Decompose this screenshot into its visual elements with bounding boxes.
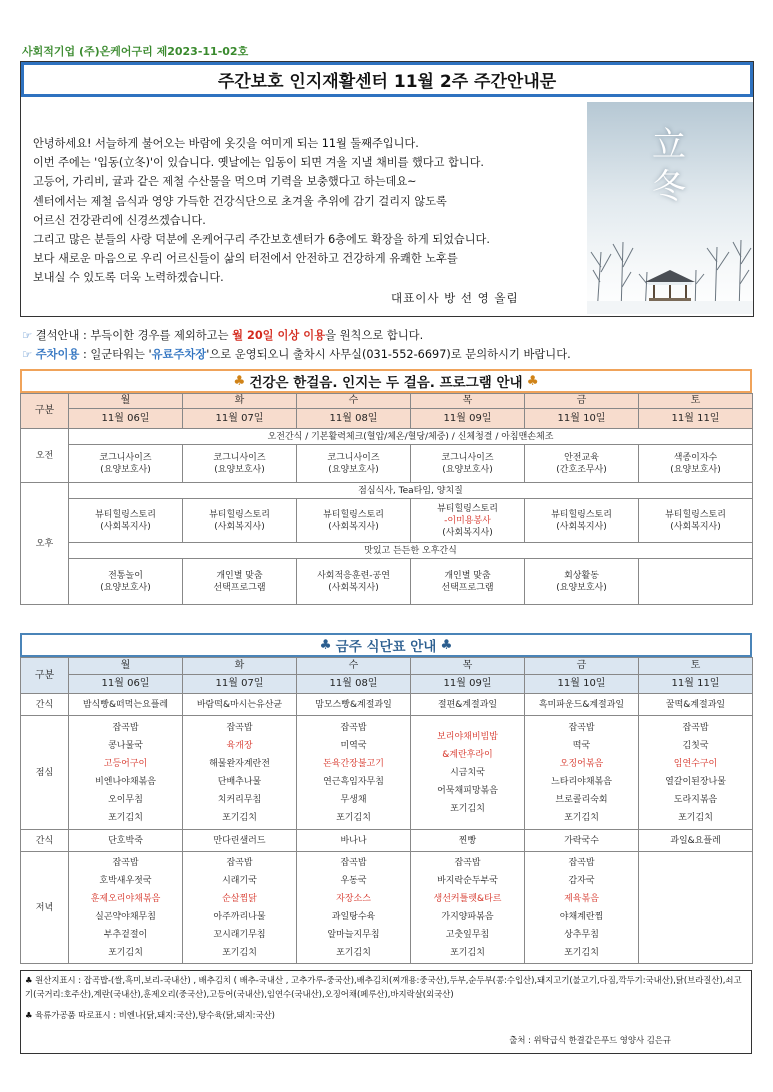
program-line: (사회복지사) — [100, 521, 151, 532]
menu-item: 잡곡밥 — [226, 857, 253, 868]
program-cell — [411, 559, 525, 605]
program-line: (사회복지사) — [556, 521, 607, 532]
program-line: (요양보호사) — [100, 582, 151, 593]
menu-item: 포기김치 — [222, 947, 257, 958]
table-row — [21, 445, 753, 483]
menu-item: 포기김치 — [336, 812, 371, 823]
date-header: 11월 08일 — [297, 409, 411, 429]
menu-item: 어묵채피망볶음 — [437, 785, 498, 796]
menu-item: 보리야채비빔밥 — [437, 731, 498, 742]
program-line: 사회적응훈련-공연 — [317, 570, 390, 581]
table-row — [21, 559, 753, 605]
program-line: (사회복지사) — [442, 527, 493, 538]
program-line: (요양보호사) — [328, 464, 379, 475]
day-header: 목 — [411, 394, 525, 409]
program-cell — [639, 559, 753, 605]
processed-meat-statement: ♣ 육류가공품 따로표시 : 비엔나(닭,돼지:국산),탕수육(닭,돼지:국산) — [25, 1010, 275, 1020]
notice-title: 주간보호 인지재활센터 11월 2주 주간안내문 — [21, 62, 753, 97]
menu-item: 오이무침 — [108, 794, 143, 805]
program-line: 개인별 맞춤 — [216, 570, 263, 581]
date-header: 11월 11일 — [639, 409, 753, 429]
menu-cell — [411, 716, 525, 830]
menu-section-title: ♣ 금주 식단표 안내 ♣ — [20, 633, 752, 657]
program-line: (사회복지사) — [328, 521, 379, 532]
menu-item: 고춧잎무침 — [445, 929, 490, 940]
menu-item: 잡곡밥 — [568, 857, 595, 868]
pm-common-lunch: 점심식사, Tea타임, 양치질 — [69, 483, 753, 499]
program-line: (요양보호사) — [100, 464, 151, 475]
greeting-text: 안녕하세요! 서늘하게 불어오는 바람에 옷깃을 여미게 되는 11월 둘째주입니다. 이번 주에는 '입동(立冬)'이 있습니다. 옛날에는 입동이 되면 겨울 지낼 채비를 했다고 합니다. 고등어, 가리비, 귤과 같은 제철 수산물을 먹으며 기력을 보충했다고 하는데요~ 센터에서는 제철 음식과 영양 가득한 건강식단으로 초겨울 추위에 감기 걸리지 않도록 어르신 건강관리에 신경쓰겠습니다. 그리고 많은 분들의 사랑 덕분에 온케어구리 주간보호센터가 6층에도 확장을 하게 되었습니다. 보다 새로운 마음으로 우리 어르신들이 삶의 터전에서 안전하고 건강하게 유쾌한 노후를 보내실 수 있도록 더욱 노력하겠습니다. — [33, 137, 490, 285]
menu-item: 잡곡밥 — [112, 722, 139, 733]
program-cell — [183, 445, 297, 483]
date-header: 11월 06일 — [69, 409, 183, 429]
menu-item: 야채계란찜 — [559, 911, 604, 922]
menu-item: 포기김치 — [450, 803, 485, 814]
menu-cell — [297, 716, 411, 830]
program-cell — [411, 445, 525, 483]
menu-item: 자장소스 — [336, 893, 371, 904]
day-header: 금 — [525, 394, 639, 409]
menu-item: 포기김치 — [564, 947, 599, 958]
menu-item: 포기김치 — [564, 812, 599, 823]
menu-table — [20, 657, 753, 964]
origin-label-box — [20, 970, 752, 1054]
snack-cell: 바람떡&마시는유산균 — [183, 694, 297, 716]
program-cell — [525, 445, 639, 483]
day-header: 수 — [297, 658, 411, 675]
menu-item: 아주까리나물 — [213, 911, 266, 922]
menu-item: 단배추나물 — [217, 776, 262, 787]
menu-cell — [525, 716, 639, 830]
day-header: 금 — [525, 658, 639, 675]
gubun-header: 구분 — [21, 658, 69, 694]
table-row — [21, 694, 753, 716]
program-line: (요양보호사) — [214, 464, 265, 475]
menu-item: 꼬시래기무침 — [213, 929, 266, 940]
lunch-label: 점심 — [21, 716, 69, 830]
menu-item: 잡곡밥 — [568, 722, 595, 733]
menu-item: 제육볶음 — [564, 893, 599, 904]
date-header: 11월 06일 — [69, 675, 183, 694]
signature: 대표이사 방 선 영 올림 — [391, 291, 519, 305]
menu-item: 순살찜닭 — [222, 893, 257, 904]
menu-item: 육개장 — [226, 740, 253, 751]
menu-item: 실곤약야채무침 — [95, 911, 156, 922]
menu-item: 훈제오리야채볶음 — [90, 893, 161, 904]
menu-item: 우동국 — [340, 875, 367, 886]
table-row — [21, 716, 753, 830]
day-header: 수 — [297, 394, 411, 409]
menu-item: 부추겉절이 — [103, 929, 148, 940]
table-row — [21, 499, 753, 543]
program-line: 뷰티힐링스토리 — [95, 509, 156, 520]
registration-number: 사회적기업 (주)온케어구리 제2023-11-02호 — [22, 45, 249, 58]
menu-item: 가지양파볶음 — [441, 911, 494, 922]
menu-item: 돈육간장불고기 — [323, 758, 384, 769]
snack-cell: 절편&계절과일 — [411, 694, 525, 716]
menu-item: 치커리무침 — [217, 794, 262, 805]
program-line: 개인별 맞춤 — [444, 570, 491, 581]
menu-item: 과일탕수육 — [331, 911, 376, 922]
program-line: (요양보호사) — [670, 464, 721, 475]
day-header: 월 — [69, 394, 183, 409]
snack-cell: 만다린샐러드 — [183, 830, 297, 852]
menu-item: 임연수구이 — [673, 758, 718, 769]
menu-item: 감자국 — [568, 875, 595, 886]
program-line: 뷰티힐링스토리 — [209, 509, 270, 520]
menu-item: 호박새우젓국 — [99, 875, 152, 886]
club-icon: ♣ — [233, 373, 246, 389]
table-row — [21, 852, 753, 964]
menu-cell — [183, 716, 297, 830]
menu-item: 포기김치 — [108, 947, 143, 958]
club-icon: ♣ — [319, 637, 332, 653]
snack-cell: 바나나 — [297, 830, 411, 852]
menu-item: 상추무침 — [564, 929, 599, 940]
menu-item: &계란후라이 — [442, 749, 493, 760]
menu-cell — [639, 716, 753, 830]
program-line: (요양보호사) — [442, 464, 493, 475]
menu-item: 생선커틀렛&타르 — [433, 893, 502, 904]
program-line: (간호조무사) — [556, 464, 607, 475]
table-row — [21, 543, 753, 559]
pointing-hand-icon: ☞ — [22, 348, 33, 361]
table-row — [21, 658, 753, 675]
menu-item: 무생채 — [340, 794, 367, 805]
program-cell — [297, 445, 411, 483]
snack-cell: 흑미파운드&계절과일 — [525, 694, 639, 716]
day-header: 목 — [411, 658, 525, 675]
menu-item: 시금치국 — [450, 767, 485, 778]
menu-item: 알마늘지무침 — [327, 929, 380, 940]
table-row — [21, 483, 753, 499]
program-line: 회상활동 — [564, 570, 599, 581]
program-section-title: ♣ 건강은 한걸음. 인지는 두 걸음. 프로그램 안내 ♣ — [20, 369, 752, 393]
program-cell — [525, 499, 639, 543]
menu-item: 포기김치 — [450, 947, 485, 958]
day-header: 화 — [183, 658, 297, 675]
day-header: 토 — [639, 394, 753, 409]
program-line: 코그니사이즈 — [99, 452, 152, 463]
menu-item: 잡곡밥 — [682, 722, 709, 733]
date-header: 11월 08일 — [297, 675, 411, 694]
parking-notice: ☞ 주차이용 : 일군타워는 '유료주차장'으로 운영되오니 출차시 사무실(031-552-6697)로 문의하시기 바랍니다. — [22, 348, 571, 361]
date-header: 11월 10일 — [525, 409, 639, 429]
menu-item: 해물완자계란전 — [209, 758, 270, 769]
am-label: 오전 — [21, 429, 69, 483]
program-line: 선택프로그램 — [441, 582, 494, 593]
date-header: 11월 11일 — [639, 675, 753, 694]
menu-item: 포기김치 — [336, 947, 371, 958]
menu-item: 열갈이된장나물 — [665, 776, 726, 787]
snack-cell: 꿀떡&계절과일 — [639, 694, 753, 716]
menu-item: 도라지볶음 — [673, 794, 718, 805]
pm-label: 오후 — [21, 483, 69, 605]
winter-solstice-image — [587, 102, 753, 314]
menu-item: 연근흑임자무침 — [323, 776, 384, 787]
menu-item: 잡곡밥 — [340, 857, 367, 868]
program-cell — [639, 499, 753, 543]
table-row — [21, 394, 753, 409]
menu-item: 잡곡밥 — [454, 857, 481, 868]
program-cell — [69, 499, 183, 543]
menu-item: 포기김치 — [678, 812, 713, 823]
menu-cell — [183, 852, 297, 964]
gubun-header: 구분 — [21, 394, 69, 429]
program-line: 색종이자수 — [673, 452, 718, 463]
menu-item: 포기김치 — [108, 812, 143, 823]
absence-notice: ☞ 결석안내 : 부득이한 경우를 제외하고는 월 20일 이상 이용을 원칙으로 합니다. — [22, 329, 424, 342]
program-cell — [297, 499, 411, 543]
snack-label: 간식 — [21, 830, 69, 852]
menu-source: 출처 : 위탁급식 한결같은푸드 영양사 김은규 — [509, 1034, 671, 1045]
menu-cell — [69, 716, 183, 830]
program-line: (사회복지사) — [214, 521, 265, 532]
program-line: 선택프로그램 — [213, 582, 266, 593]
menu-item: 고등어구이 — [103, 758, 148, 769]
program-line: 뷰티힐링스토리 — [665, 509, 726, 520]
program-line: 코그니사이즈 — [213, 452, 266, 463]
program-cell — [639, 445, 753, 483]
program-line: (사회복지사) — [670, 521, 721, 532]
menu-item: 바지락순두부국 — [437, 875, 498, 886]
program-line: 뷰티힐링스토리 — [551, 509, 612, 520]
day-header: 화 — [183, 394, 297, 409]
menu-item: 포기김치 — [222, 812, 257, 823]
table-row — [21, 675, 753, 694]
table-row — [21, 830, 753, 852]
program-line: (사회복지사) — [328, 582, 379, 593]
snack-cell: 밤식빵&떠먹는요플레 — [69, 694, 183, 716]
weekly-notice-box — [20, 61, 754, 317]
program-line: 코그니사이즈 — [441, 452, 494, 463]
snack-cell: 단호박죽 — [69, 830, 183, 852]
menu-item: 김칫국 — [682, 740, 709, 751]
menu-item: 비엔나야채볶음 — [95, 776, 156, 787]
pm-common-snack: 맛있고 든든한 오후간식 — [69, 543, 753, 559]
menu-item: 시래기국 — [222, 875, 257, 886]
program-line: 코그니사이즈 — [327, 452, 380, 463]
program-line: 안전교육 — [564, 452, 599, 463]
table-row — [21, 409, 753, 429]
menu-cell — [525, 852, 639, 964]
club-icon: ♣ — [526, 373, 539, 389]
menu-cell — [297, 852, 411, 964]
program-cell — [183, 499, 297, 543]
menu-cell — [639, 852, 753, 964]
menu-item: 콩나물국 — [108, 740, 143, 751]
table-row — [21, 429, 753, 445]
program-cell — [297, 559, 411, 605]
date-header: 11월 07일 — [183, 409, 297, 429]
day-header: 토 — [639, 658, 753, 675]
snack-cell: 과일&요플레 — [639, 830, 753, 852]
program-line: 뷰티힐링스토리 — [437, 503, 498, 514]
program-cell — [411, 499, 525, 543]
am-common-activities: 오전간식 / 기본활력체크(혈압/체온/혈당/체중) / 신체청결 / 아침맨손체조 — [69, 429, 753, 445]
date-header: 11월 10일 — [525, 675, 639, 694]
program-line: 뷰티힐링스토리 — [323, 509, 384, 520]
menu-item: 오징어볶음 — [559, 758, 604, 769]
dinner-label: 저녁 — [21, 852, 69, 964]
menu-item: 미역국 — [340, 740, 367, 751]
menu-item: 잡곡밥 — [226, 722, 253, 733]
snack-cell: 가락국수 — [525, 830, 639, 852]
origin-statement: ♣ 원산지표시 : 잡곡밥-(쌀,흑미,보리-국내산) , 배추김치 ( 배추-국내산 , 고추가루-중국산),배추김치(찌개용:중국산),두부,순두부(콩:수입산),돼지고기(불고기,다짐,깍두기:국내산),닭(브라질산),쇠고기(국거리:호주산),계란(국내산),훈제오리(중국산),고등어(국내산),임연수(국내산),오징어채(페루산),바지락살(외국산) — [25, 975, 742, 999]
program-cell — [525, 559, 639, 605]
menu-item: 떡국 — [572, 740, 591, 751]
date-header: 11월 09일 — [411, 675, 525, 694]
program-line: (요양보호사) — [556, 582, 607, 593]
menu-cell — [411, 852, 525, 964]
ipdong-characters: 立冬 — [652, 125, 686, 207]
snack-cell: 맘모스빵&계절과일 — [297, 694, 411, 716]
program-cell — [69, 445, 183, 483]
snack-label: 간식 — [21, 694, 69, 716]
menu-item: 잡곡밥 — [340, 722, 367, 733]
program-cell — [69, 559, 183, 605]
program-line: -이미용봉사 — [444, 515, 491, 526]
date-header: 11월 09일 — [411, 409, 525, 429]
club-icon: ♣ — [440, 637, 453, 653]
day-header: 월 — [69, 658, 183, 675]
menu-item: 잡곡밥 — [112, 857, 139, 868]
date-header: 11월 07일 — [183, 675, 297, 694]
menu-item: 브로콜리숙회 — [555, 794, 608, 805]
program-table — [20, 393, 753, 605]
program-cell — [183, 559, 297, 605]
snack-cell: 찐빵 — [411, 830, 525, 852]
menu-item: 느타리야채볶음 — [551, 776, 612, 787]
menu-cell — [69, 852, 183, 964]
program-line: 전통놀이 — [108, 570, 143, 581]
pointing-hand-icon: ☞ — [22, 329, 33, 342]
